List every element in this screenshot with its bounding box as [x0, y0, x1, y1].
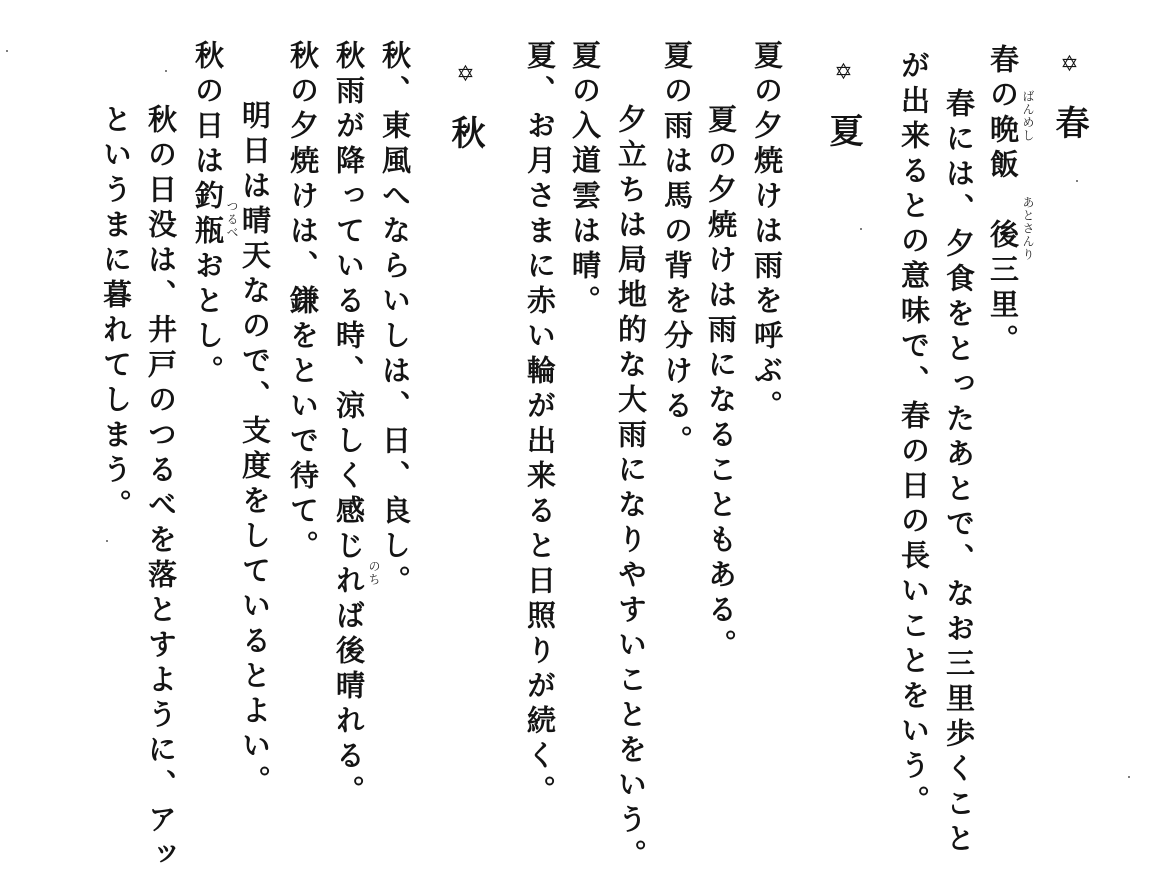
- furigana-banmeshi: ばんめし: [1021, 90, 1035, 142]
- spring-line-3: が出来るとの意味で、春の日の長いことをいう。: [897, 50, 931, 820]
- spring-line-2: 春には、夕食をとったあとで、なお三里歩くこと: [942, 88, 976, 858]
- autumn-line-5: 秋の日は釣瓶おとし。: [191, 40, 225, 390]
- summer-line-4: 夕立ちは局地的な大雨になりやすいことをいう。: [614, 104, 648, 874]
- summer-line-3: 夏の雨は馬の背を分ける。: [660, 40, 694, 460]
- autumn-line-6: 秋の日没は、井戸のつるべを落とすように、アッ: [144, 104, 178, 874]
- star-of-david-icon: ✡: [453, 62, 478, 87]
- autumn-line-3: 秋の夕焼けは、鎌をといで待て。: [286, 40, 320, 565]
- scan-speck: [1076, 180, 1078, 182]
- summer-line-6: 夏、お月さまに赤い輪が出来ると日照りが続く。: [523, 40, 557, 810]
- section-heading-summer: [823, 60, 863, 147]
- summer-line-5: 夏の入道雲は晴。: [568, 40, 602, 320]
- section-title-spring: 春: [1049, 105, 1089, 139]
- autumn-line-4: 明日は晴天なので、支度をしているとよい。: [238, 100, 272, 800]
- summer-line-1: 夏の夕焼けは雨を呼ぶ。: [750, 40, 784, 425]
- furigana-tsurube: つるべ: [225, 200, 239, 239]
- scan-speck: [1128, 776, 1130, 778]
- spring-line-1: 春の晩飯 後三里。: [986, 44, 1020, 359]
- section-heading-autumn: [445, 62, 485, 149]
- furigana-nochi: のち: [367, 560, 381, 586]
- section-heading-spring: [1049, 52, 1089, 139]
- furigana-atosanri: あとさんり: [1021, 196, 1035, 261]
- autumn-line-2: 秋雨が降っている時、涼しく感じれば後晴れる。: [332, 40, 366, 810]
- section-title-summer: 夏: [823, 113, 863, 147]
- scan-speck: [6, 50, 8, 52]
- autumn-line-1: 秋、東風へならいしは、日、良し。: [378, 40, 412, 600]
- scan-speck: [165, 70, 167, 72]
- summer-line-2: 夏の夕焼けは雨になることもある。: [704, 104, 738, 664]
- star-of-david-icon: ✡: [831, 60, 856, 85]
- scan-speck: [106, 540, 108, 542]
- scan-speck: [860, 228, 862, 230]
- section-title-autumn: 秋: [445, 115, 485, 149]
- autumn-line-7: というまに暮れてしまう。: [99, 104, 133, 524]
- star-of-david-icon: ✡: [1057, 52, 1082, 77]
